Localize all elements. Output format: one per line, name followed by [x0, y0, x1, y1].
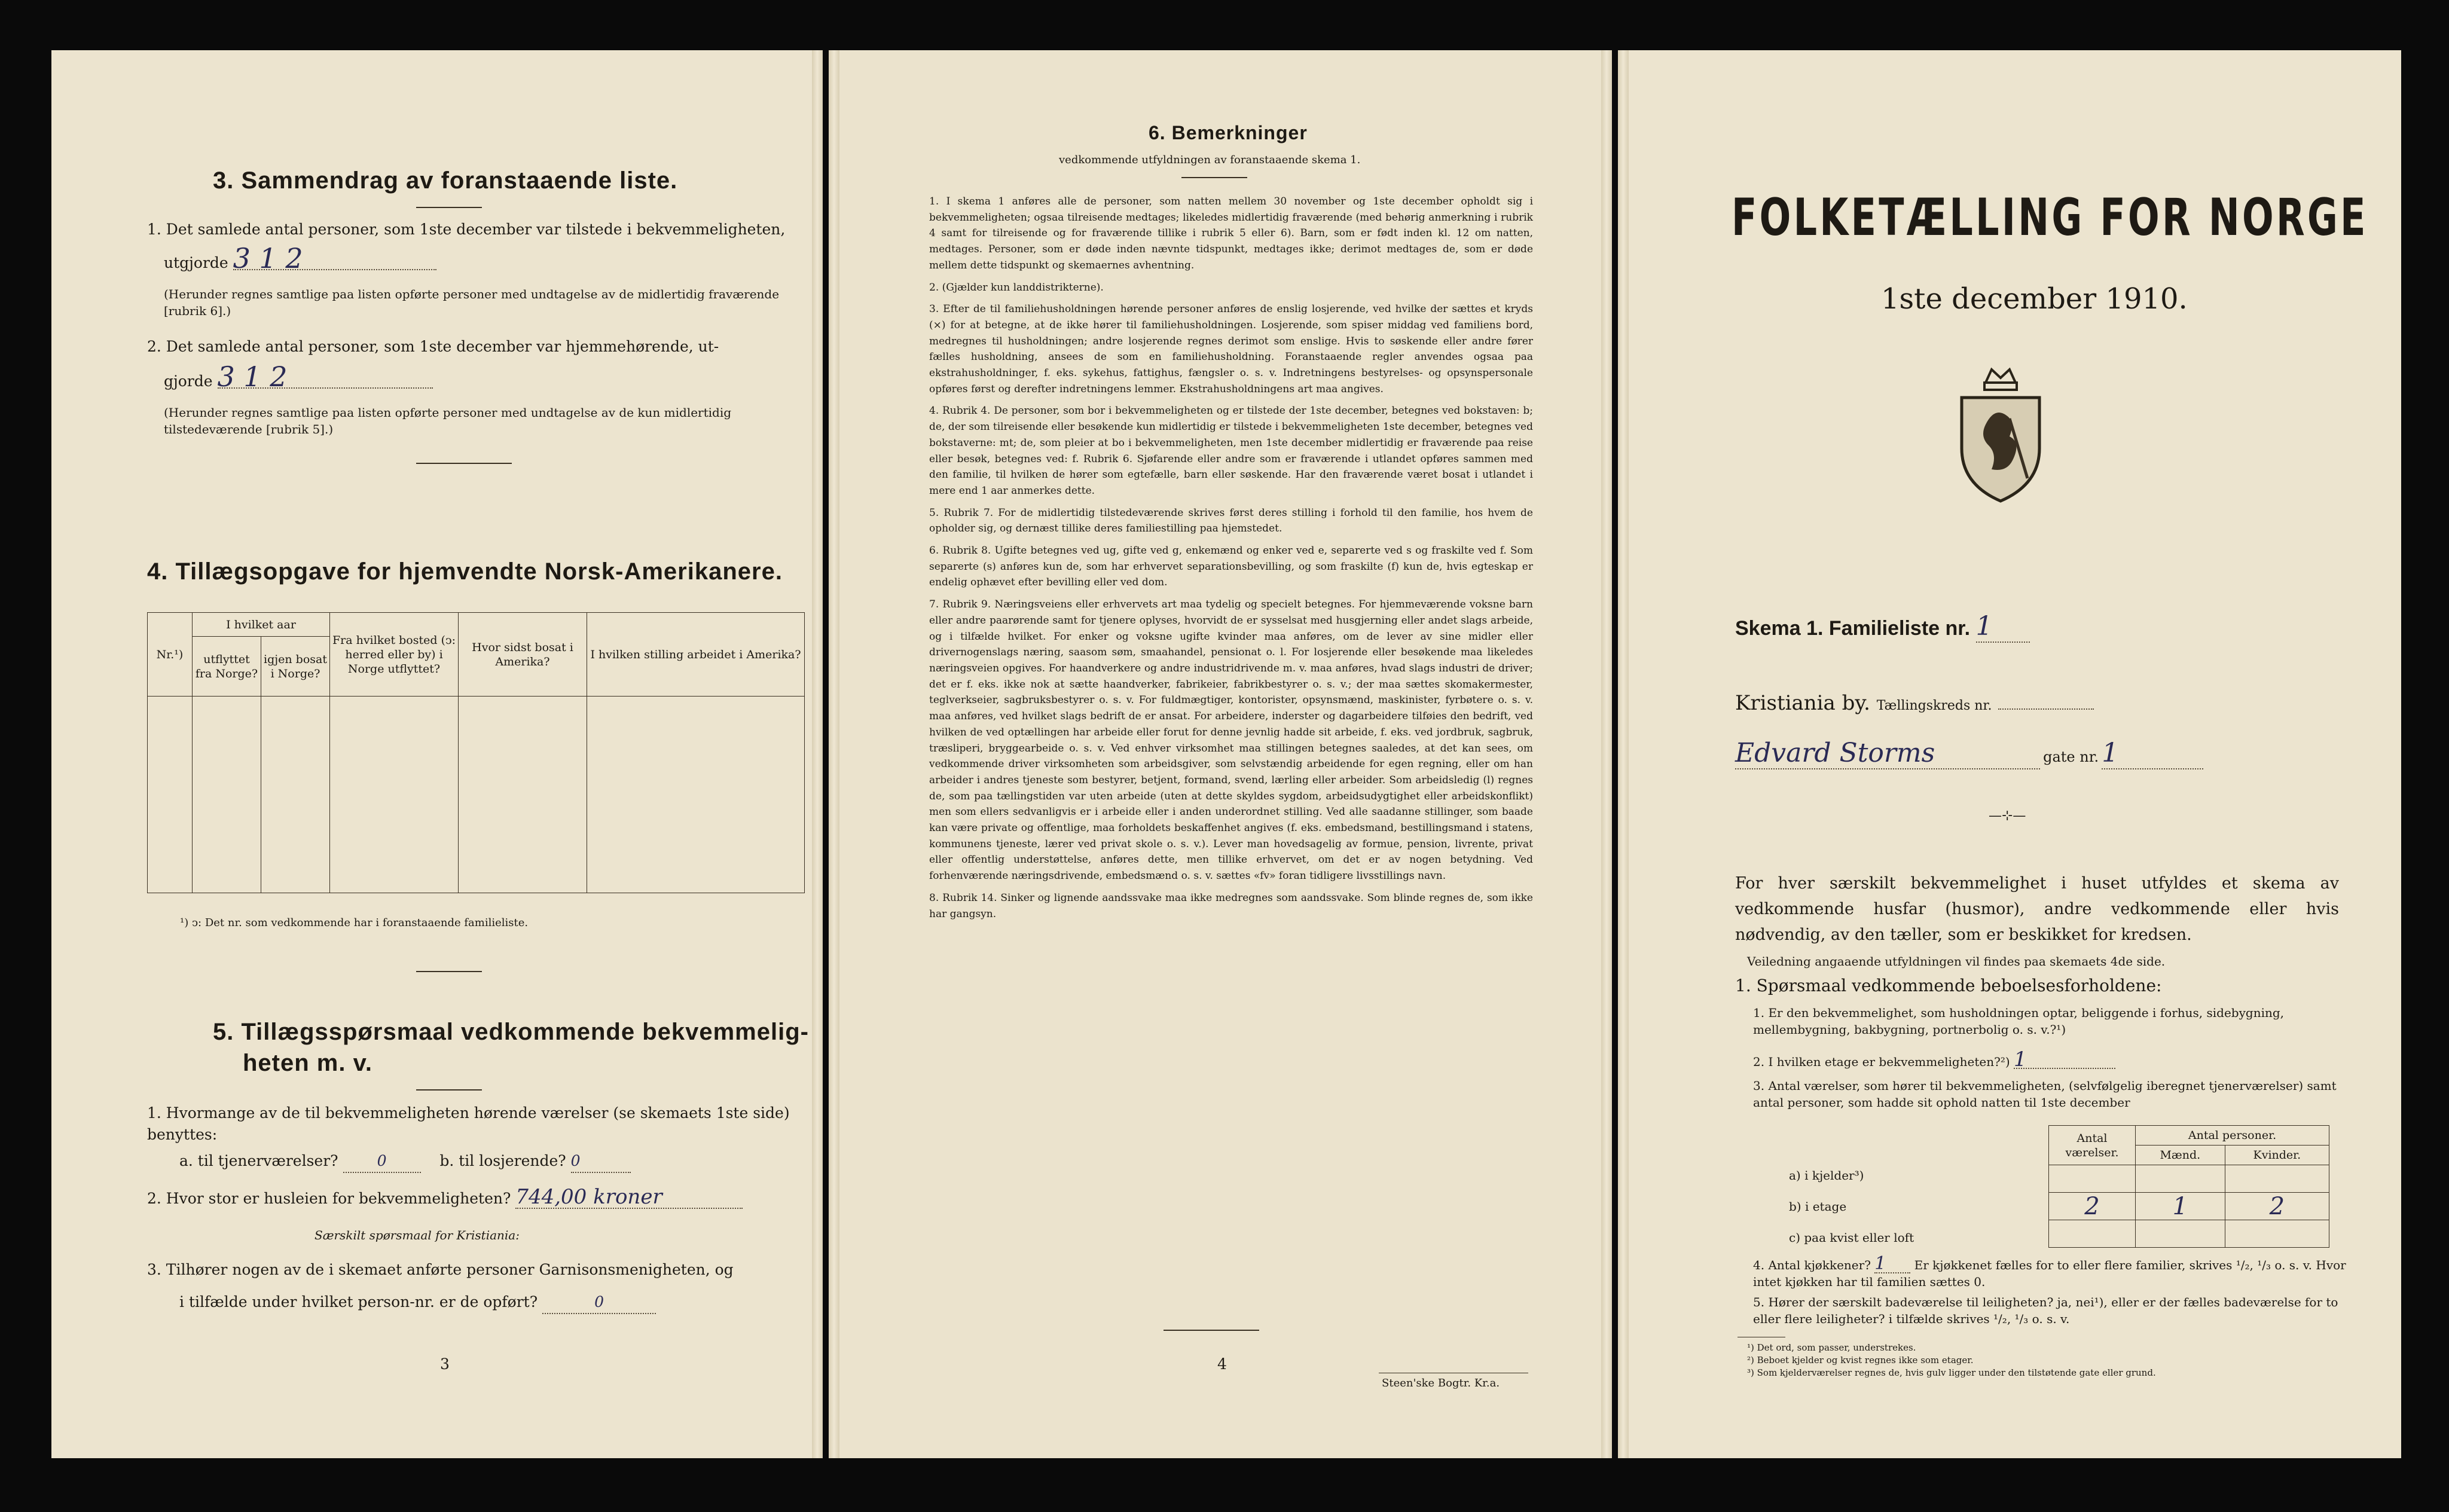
- questions-heading: 1. Spørsmaal vedkommende beboelsesforholdene:: [1735, 976, 2162, 995]
- cover-q4-rest: Er kjøkkenet fælles for to eller flere familier, skrives ¹/₂, ¹/₃ o. s. v. Hvor intet kjøkken har til familien sættes 0.: [1753, 1258, 2346, 1289]
- remark-5: 5. Rubrik 7. For de midlertidig tilstedeværende skrives først deres stilling i forhold til den familie, hos hvem de opholder sig, og dernæst tillike deres familiestilling paa hjemstedet.: [929, 506, 1533, 535]
- page-4: [829, 50, 1612, 1458]
- col-sidst: Hvor sidst bosat i Amerika?: [459, 613, 587, 697]
- coat-of-arms-icon: [1950, 365, 2051, 505]
- skema-label: Skema 1. Familieliste nr.: [1735, 617, 1971, 640]
- gate-label: gate nr.: [2043, 749, 2099, 765]
- s5-q1a-value[interactable]: 0: [343, 1150, 421, 1173]
- cover-q3: 3. Antal værelser, som hører til bekvemmeligheten, (selvfølgelig iberegnet tjenerværelser) samt antal personer, som hadde sit ophold natten til 1ste december: [1753, 1079, 2337, 1110]
- col-maend: Mænd.: [2136, 1146, 2225, 1165]
- remark-4: 4. Rubrik 4. De personer, som bor i bekvemmeligheten og er tilstede der 1ste december, betegnes ved bokstaven: b; de, der som tilreisende eller besøkende kun midlertidig er tilstede i bekvemmeligheten 1ste december, betegnes ved bokstaverne: mt; de, som pleier at bo i bekvemmeligheten, men 1ste december midlertidig er fraværende paa reise eller besøk, betegnes ved: f. Rubrik 6. Sjøfarende eller andre som er fraværende i utlandet opføres sammen med den familie, til hvilken de hører som egtefælle, barn eller søskende. Har den fraværende været bosat i utlandet i mere end 1 aar anmerkes dette.: [929, 405, 1533, 497]
- remark-8: 8. Rubrik 14. Sinker og lignende aandssvake maa ikke medregnes som aandssvake. Som blinde regnes de, som ikke har gangsyn.: [929, 891, 1533, 920]
- familieliste-nr-value[interactable]: 1: [1976, 611, 2030, 643]
- col-antal-vaerelser: Antal værelser.: [2049, 1126, 2136, 1165]
- etage-vaerelser[interactable]: 2: [2049, 1193, 2136, 1220]
- etage-kvinder[interactable]: 2: [2225, 1193, 2329, 1220]
- s5-question-3: 3. Tilhører nogen av de i skemaet anførte personer Garnisonsmenigheten, og: [147, 1261, 734, 1278]
- remarks-heading: 6. Bemerkninger: [1149, 122, 1308, 143]
- col-kvinder: Kvinder.: [2225, 1146, 2329, 1165]
- s5-q1b-value[interactable]: 0: [571, 1150, 631, 1173]
- kvist-vaerelser[interactable]: [2049, 1220, 2136, 1248]
- s5-special-kristiania: Særskilt spørsmaal for Kristiania:: [314, 1228, 520, 1242]
- s5-q1b-label: b. til losjerende?: [439, 1152, 566, 1169]
- kjoekken-value[interactable]: 1: [1874, 1256, 1910, 1273]
- col-igjen: igjen bosat i Norge?: [261, 637, 330, 697]
- kjelder-maend[interactable]: [2136, 1165, 2225, 1193]
- remark-1: 1. I skema 1 anføres alle de personer, som natten mellem 30 november og 1ste december opholdt sig i bekvemmeligheten; ogsaa tilreisende medtages; likeledes midlertidig fraværende (med behørig anmerkning i rubrik 4 samt for tilreisende og for fraværende tillike i rubrik 5 eller 6). Barn, som er født inden kl. 12 om natten, medtages. Personer, som er døde inden nævnte tidspunkt, medtages ikke; derimot medtages de, som er døde mellem dette tidspunkt og skemaernes avhentning.: [929, 196, 1533, 271]
- kreds-label: Tællingskreds nr.: [1876, 698, 1992, 713]
- s3-question-2: 2. Det samlede antal personer, som 1ste december var hjemmehørende, ut-: [147, 338, 719, 355]
- remark-6: 6. Rubrik 8. Ugifte betegnes ved ug, gifte ved g, enkemænd og enker ved e, separerte ved s og fraskilte ved f. Som separerte (s) anføres kun de, som har erhvervet separationsbevilling, og som fraskilte (f) kun de, hvis egteskap er endelig ophævet efter bevilling eller ved dom.: [929, 545, 1533, 589]
- s5-q1a-label: a. til tjenerværelser?: [179, 1152, 338, 1169]
- cover-q2: 2. I hvilken etage er bekvemmeligheten?²): [1753, 1055, 2010, 1069]
- remark-2: 2. (Gjælder kun landdistrikterne).: [929, 281, 1104, 294]
- s5-q3-label: i tilfælde under hvilket person-nr. er de opført?: [179, 1293, 538, 1311]
- section-5-heading-1: 5. Tillægsspørsmaal vedkommende bekvemmelig-: [213, 1019, 809, 1045]
- s3-question-1: 1. Det samlede antal personer, som 1ste december var tilstede i bekvemmeligheten,: [147, 221, 786, 238]
- cover-title: FOLKETÆLLING FOR NORGE: [1732, 188, 2368, 248]
- s3-q2-note: (Herunder regnes samtlige paa listen opførte personer med undtagelse av de kun midlertidig tilstedeværende [rubrik 5].): [164, 405, 732, 436]
- remarks-subheading: vedkommende utfyldningen av foranstaaende skema 1.: [1059, 154, 1361, 166]
- cover-q1: 1. Er den bekvemmelighet, som husholdningen optar, beliggende i forhus, sidebygning, mellembygning, bakbygning, portnerbolig o. s. v.?¹): [1753, 1006, 2285, 1037]
- kvist-maend[interactable]: [2136, 1220, 2225, 1248]
- col-antal-personer: Antal personer.: [2136, 1126, 2329, 1146]
- norsk-amerikanere-table: [147, 612, 805, 893]
- col-stilling: I hvilken stilling arbeidet i Amerika?: [587, 613, 805, 697]
- kvist-kvinder[interactable]: [2225, 1220, 2329, 1248]
- page-number-3: 3: [440, 1355, 450, 1373]
- cover-q5: 5. Hører der særskilt badeværelse til leiligheten? ja, nei¹), eller er der fælles badeværelse for to eller flere leiligheter? i tilfælde skrives ¹/₂, ¹/₃ o. s. v.: [1753, 1295, 2338, 1326]
- cover-q4: 4. Antal kjøkkener?: [1753, 1258, 1871, 1272]
- s3-q1-value[interactable]: 3 1 2: [233, 248, 436, 270]
- row-label-etage: b) i etage: [1789, 1199, 1847, 1214]
- row-label-kjelder: a) i kjelder³): [1789, 1168, 1864, 1183]
- section-4-heading: 4. Tillægsopgave for hjemvendte Norsk-Amerikanere.: [147, 558, 783, 585]
- etage-maend[interactable]: 1: [2136, 1193, 2225, 1220]
- street-name-value[interactable]: Edvard Storms: [1735, 738, 2040, 769]
- footnote-2: ²) Beboet kjelder og kvist regnes ikke som etager.: [1747, 1355, 1974, 1366]
- ornament-divider: —⊹—: [1989, 808, 2026, 823]
- row-label-kvist: c) paa kvist eller loft: [1789, 1230, 1914, 1245]
- col-nr: Nr.¹): [148, 613, 193, 697]
- col-utflyttet: utflyttet fra Norge?: [193, 637, 261, 697]
- section-5-heading-2: heten m. v.: [243, 1050, 372, 1076]
- gate-nr-value[interactable]: 1: [2102, 738, 2203, 769]
- rooms-persons-table: [2048, 1125, 2329, 1248]
- cover-page: [1618, 50, 2401, 1458]
- printer-mark: Steen'ske Bogtr. Kr.a.: [1382, 1377, 1500, 1389]
- cover-intro: For hver særskilt bekvemmelighet i huset utfyldes et skema av vedkommende husfar (husmor), andre vedkommende eller hvis nødvendig, av den tæller, som er beskikket for kredsen.: [1735, 874, 2339, 944]
- city-label: Kristiania by.: [1735, 691, 1870, 715]
- s5-q2-label: 2. Hvor stor er husleien for bekvemmeligheten?: [147, 1190, 511, 1207]
- col-group-year: I hvilket aar: [193, 613, 330, 637]
- remarks-list: [929, 194, 1533, 928]
- etage-value[interactable]: 1: [2014, 1051, 2115, 1069]
- cover-veiledning: Veiledning angaaende utfyldningen vil findes paa skemaets 4de side.: [1747, 954, 2166, 969]
- s5-q2-value[interactable]: 744,00 kroner: [515, 1186, 743, 1209]
- footnote-3: ³) Som kjelderværelser regnes de, hvis gulv ligger under den tilstøtende gate eller grund.: [1747, 1367, 2156, 1378]
- kreds-value[interactable]: [1998, 708, 2094, 710]
- col-bosted: Fra hvilket bosted (ↄ: herred eller by) i Norge utflyttet?: [330, 613, 459, 697]
- section-3-heading: 3. Sammendrag av foranstaaende liste.: [213, 167, 678, 194]
- cover-date: 1ste december 1910.: [1881, 282, 2188, 316]
- page-3: [51, 50, 823, 1458]
- remark-3: 3. Efter de til familiehusholdningen hørende personer anføres de enslig losjerende, ved hvilke der sættes et kryds (×) for at betegne, at de ikke hører til familiehusholdningen. Losjerende, som spiser middag ved familiens bord, medregnes til husholdningen; andre losjerende regnes derimot som enslige. Hvis to søskende eller andre fører fælles husholdning, ansees de som en familiehusholdning. Foranstaaende regler anvendes ogsaa paa ekstrahusholdninger, f. eks. sykehus, fattighus, fængsler o. s. v. Indretningens bestyrelses- og opsynspersonale opføres først og derefter indretningens lemmer. Ekstrahusholdningens art maa angives.: [929, 303, 1533, 395]
- cover-footnotes: [1747, 1342, 2156, 1379]
- kjelder-vaerelser[interactable]: [2049, 1165, 2136, 1193]
- s3-q1-note: (Herunder regnes samtlige paa listen opførte personer med undtagelse av de midlertidig fraværende [rubrik 6].): [164, 287, 780, 318]
- kjelder-kvinder[interactable]: [2225, 1165, 2329, 1193]
- s5-question-1: 1. Hvormange av de til bekvemmeligheten hørende værelser (se skemaets 1ste side) benyttes:: [147, 1104, 790, 1143]
- s5-q3-value[interactable]: 0: [542, 1291, 656, 1314]
- s3-q2-label: gjorde: [164, 372, 213, 390]
- s4-footnote: ¹) ↄ: Det nr. som vedkommende har i foranstaaende familieliste.: [180, 917, 529, 929]
- page-number-4: 4: [1217, 1355, 1227, 1373]
- s3-q1-label: utgjorde: [164, 254, 228, 271]
- remark-7: 7. Rubrik 9. Næringsveiens eller erhvervets art maa tydelig og specielt betegnes. For hjemmeværende voksne barn eller andre paarørende samt for tjenere oplyses, hvorvidt de er sysselsat med husgjerning eller andet slags arbeide, og i tilfælde hvilket. For enker og voksne ugifte kvinder maa anføres, om de lever av sine midler eller drivernogenslags næring, saasom søm, smaahandel, pensionat o. l. For losjerende eller besøkende maa likeledes næringsveien opgives. For haandverkere og andre industridrivende m. v. maa anføres, hvad slags industri de driver; det er f. eks. ikke nok at sætte haandverker, fabrikeier, fabrikbestyrer o. s. v.; der maa sættes skomakermester, teglverkseier, sagbruksbestyrer o. s. v. For fuldmægtiger, kontorister, opsynsmænd, maskinister, fyrbøtere o. s. v. maa anføres, ved hvilket slags bedrift de er ansat. For arbeidere, inderster og dagarbeidere tilføies den bedrift, ved hvilken de ved optællingen har arbeide eller forut for denne jevnlig hadde sit arbeide, f. eks. ved jordbruk, sagbruk, træsliperi, bryggearbeide o. s. v. Ved enhver virksomhet maa stillingen betegnes saaledes, at det kan sees, om vedkommende driver virksomheten som arbeidsgiver, som selvstændig arbeidende for egen regning, eller om han arbeider i andres tjeneste som bestyrer, betjent, formand, svend, lærling eller arbeider. Som arbeidsledig (l) regnes de, som paa tællingstiden var uten arbeide (uten at dette skyldes sygdom, arbeidsudygtighet eller arbeidskonflikt) men som ellers sedvanligvis er i arbeide eller i anden underordnet stilling. Ved alle saadanne stillinger, som baade kan være private og offentlige, maa forholdets beskaffenhet angives (f. eks. embedsmand, bestillingsmand i statens, kommunens tjeneste, lærer ved privat skole o. s. v.). Lever man hovedsagelig av formue, pension, livrente, privat eller offentlig understøttelse, anføres dette, men tillike erhvervet, om det er av nogen betydning. Ved forhenværende næringsdrivende, embedsmænd o. s. v. sættes «fv» foran tidligere livsstillings navn.: [929, 598, 1533, 882]
- s3-q2-value[interactable]: 3 1 2: [218, 366, 433, 389]
- footnote-1: ¹) Det ord, som passer, understrekes.: [1747, 1342, 1916, 1353]
